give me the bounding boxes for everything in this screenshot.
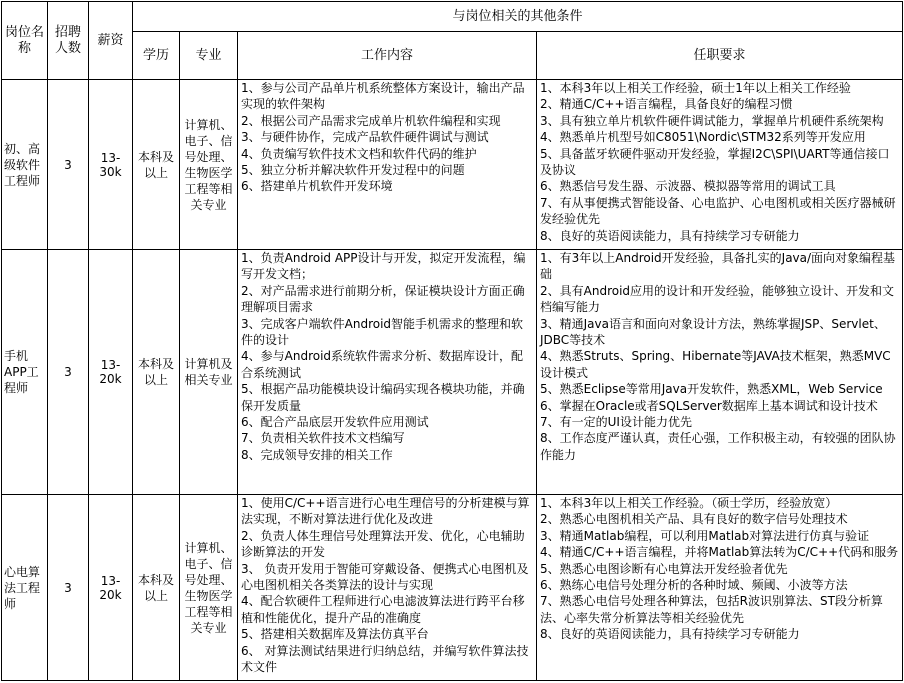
duty-item: 3、 负责开发用于智能可穿戴设备、便携式心电图机及心电图机相关各类算法的设计与实现 [241, 561, 529, 593]
salary-cell: 13-20k [89, 250, 133, 495]
requirement-item: 7、有一定的UI设计能力优先 [540, 415, 692, 430]
position-cell: 手机APP工程师 [2, 250, 48, 495]
requirement-item: 4、熟悉Struts、Spring、Hibernate等JAVA技术框架，熟悉MVC设计模式 [540, 349, 891, 380]
requirement-item: 3、精通Matlab编程，可以利用Matlab对算法进行仿真与验证 [540, 528, 870, 543]
requirement-item: 2、熟悉心电图机相关产品、具有良好的数字信号处理技术 [540, 512, 848, 527]
requirement-item: 7、熟悉心电信号处理各种算法，包括R波识别算法、ST段分析算法、心率失常分析算法等相关经验优先 [540, 594, 883, 625]
duties-cell [238, 80, 537, 250]
position-cell: 心电算法工程师 [2, 495, 48, 681]
duties-cell [238, 495, 537, 681]
headcount-cell: 3 [48, 80, 89, 250]
table-row [2, 250, 903, 495]
header-education: 学历 [133, 32, 180, 80]
major-cell: 计算机及相关专业 [180, 250, 238, 495]
requirement-item: 5、熟悉Eclipse等常用Java开发软件，熟悉XML，Web Service [540, 382, 883, 397]
requirement-item: 1、本科3年以上相关工作经验，硕士1年以上相关工作经验 [540, 81, 851, 95]
header-requirements: 任职要求 [537, 32, 903, 80]
duty-item: 6、搭建单片机软件开发环境 [241, 179, 393, 194]
duty-item: 3、与硬件协作，完成产品软件硬件调试与测试 [241, 130, 489, 145]
headcount-cell: 3 [48, 495, 89, 681]
duty-item: 7、负责相关软件技术文档编写 [241, 431, 405, 446]
duty-item: 4、负责编写软件技术文档和软件代码的维护 [241, 146, 477, 161]
requirement-item: 5、熟悉心电图诊断有心电算法开发经验者优先 [540, 561, 788, 576]
major-cell: 计算机、电子、信号处理、生物医学工程等相关专业 [180, 80, 238, 250]
requirement-item: 4、精通C/C++语言编程，并将Matlab算法转为C/C++代码和服务 [540, 545, 899, 560]
requirement-item: 6、熟悉信号发生器、示波器、模拟器等常用的调试工具 [540, 179, 836, 194]
duty-item: 2、对产品需求进行前期分析，保证模块设计方面正确理解项目需求 [241, 283, 525, 315]
duty-item: 2、负责人体生理信号处理算法开发、优化，心电辅助诊断算法的开发 [241, 528, 525, 560]
header-headcount: 招聘人数 [48, 2, 89, 80]
header-other-conditions: 与岗位相关的其他条件 [133, 2, 903, 32]
duty-item: 1、负责Android APP设计与开发，拟定开发流程，编写开发文档； [241, 251, 526, 282]
requirement-item: 6、掌握在Oracle或者SQLServer数据库上基本调试和设计技术 [540, 398, 878, 413]
table-row [2, 495, 903, 681]
requirement-item: 2、具有Android应用的设计和开发经验，能够独立设计、开发和文档编写能力 [540, 283, 895, 315]
requirement-item: 7、有从事便携式智能设备、心电监护、心电图机或相关医疗器械研发经验优先 [540, 195, 896, 227]
position-cell: 初、高级软件工程师 [2, 80, 48, 250]
header-major: 专业 [180, 32, 238, 80]
requirement-item: 1、有3年以上Android开发经验，具备扎实的Java/面向对象编程基础 [540, 251, 896, 282]
duty-item: 6、配合产品底层开发软件应用测试 [241, 415, 429, 430]
table-row [2, 80, 903, 250]
headcount-cell: 3 [48, 250, 89, 495]
duty-item: 6、 对算法测试结果进行归纳总结，并编写软件算法技术文件 [241, 643, 529, 675]
requirement-item: 5、具备蓝牙软硬件驱动开发经验，掌握I2C\SPI\UART等通信接口及协议 [540, 146, 890, 178]
requirements-cell [537, 80, 903, 250]
requirement-item: 6、熟练心电信号处理分析的各种时域、频阈、小波等方法 [540, 578, 848, 593]
salary-cell: 13-20k [89, 495, 133, 681]
education-cell: 本科及以上 [133, 495, 180, 681]
requirements-cell [537, 495, 903, 681]
education-cell: 本科及以上 [133, 80, 180, 250]
duties-cell [238, 250, 537, 495]
duty-item: 1、使用C/C++语言进行心电生理信号的分析建模与算法实现，不断对算法进行优化及改进 [241, 496, 530, 527]
requirement-item: 1、本科3年以上相关工作经验。（硕士学历，经验放宽） [540, 496, 838, 510]
duty-item: 3、完成客户端软件Android智能手机需求的整理和软件的设计 [241, 316, 524, 348]
salary-cell: 13-30k [89, 80, 133, 250]
requirement-item: 3、具有独立单片机软件硬件调试能力，掌握单片机硬件系统架构 [540, 113, 884, 128]
requirement-item: 4、熟悉单片机型号如C8051\Nordic\STM32系列等开发应用 [540, 130, 866, 145]
header-position: 岗位名称 [2, 2, 48, 80]
duty-item: 2、根据公司产品需求完成单片机软件编程和实现 [241, 113, 501, 128]
duty-item: 1、参与公司产品单片机系统整体方案设计，输出产品实现的软件架构 [241, 81, 525, 112]
requirement-item: 8、工作态度严谨认真，责任心强，工作积极主动，有较强的团队协作能力 [540, 431, 896, 462]
duty-item: 4、配合软硬件工程师进行心电滤波算法进行跨平台移植和性能优化，提升产品的准确度 [241, 594, 525, 625]
requirement-item: 8、良好的英语阅读能力，具有持续学习专研能力 [540, 228, 800, 243]
job-table [1, 1, 903, 681]
major-cell: 计算机、电子、信号处理、生物医学工程等相关专业 [180, 495, 238, 681]
duty-item: 5、根据产品功能模块设计编码实现各模块功能，并确保开发质量 [241, 382, 525, 413]
duty-item: 8、完成领导安排的相关工作 [241, 447, 393, 462]
requirements-cell [537, 250, 903, 495]
header-salary: 薪资 [89, 2, 133, 80]
requirement-item: 3、精通Java语言和面向对象设计方法，熟练掌握JSP、Servlet、JDBC等技术 [540, 316, 886, 348]
duty-item: 4、参与Android系统软件需求分析、数据库设计，配合系统测试 [241, 349, 524, 380]
requirement-item: 8、良好的英语阅读能力，具有持续学习专研能力 [540, 627, 800, 642]
header-duties: 工作内容 [238, 32, 537, 80]
requirement-item: 2、精通C/C++语言编程，具备良好的编程习惯 [540, 97, 793, 112]
duty-item: 5、独立分析并解决软件开发过程中的问题 [241, 163, 465, 178]
education-cell: 本科及以上 [133, 250, 180, 495]
duty-item: 5、搭建相关数据库及算法仿真平台 [241, 627, 429, 642]
